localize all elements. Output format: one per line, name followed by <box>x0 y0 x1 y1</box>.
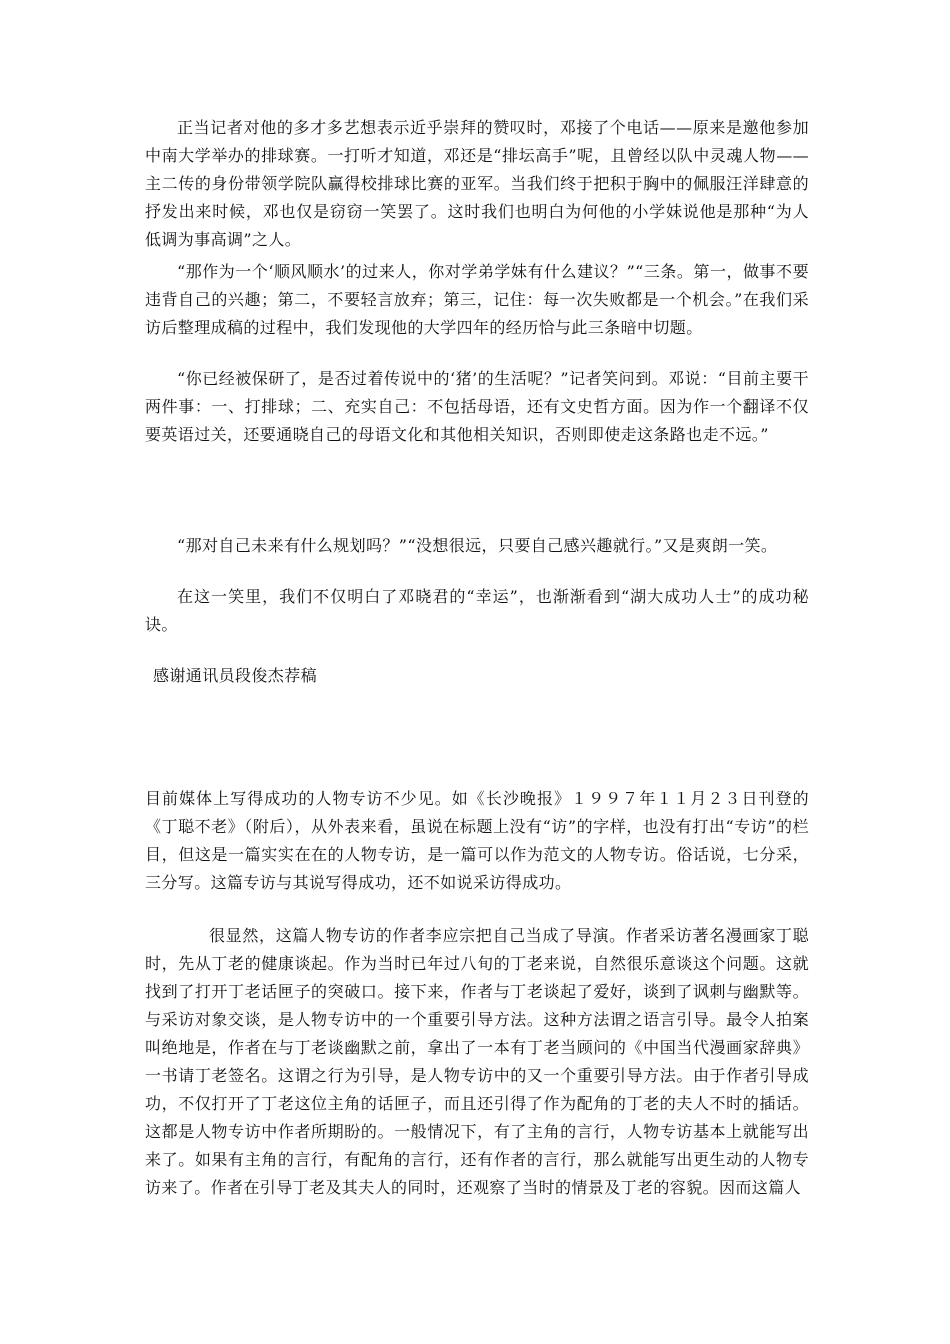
paragraph-advice: “那作为一个‘顺风顺水’的过来人，你对学弟学妹有什么建议？”“三条。第一，做事不要违背自己的兴趣；第二，不要轻言放弃；第三，记住：每一次失败都是一个机会。”在我们采访后整理成稿的过程中，我们发现他的大学四年的经历恰与此三条暗中切题。 <box>145 262 809 337</box>
paragraph-volleyball: 正当记者对他的多才多艺想表示近乎崇拜的赞叹时，邓接了个电话——原来是邀他参加中南大学举办的排球赛。一打听才知道，邓还是“排坛高手”呢，且曾经以队中灵魂人物——主二传的身份带领学院队赢得校排球比赛的亚军。当我们终于把积于胸中的佩服汪洋肆意的抒发出来时候，邓也仅是窃窃一笑罢了。这时我们也明白为何他的小学妹说他是那种“为人低调为事高调”之人。 <box>145 118 809 249</box>
paragraph-conclusion: 在这一笑里，我们不仅明白了邓晓君的“幸运”，也渐渐看到“湖大成功人士”的成功秘诀。 <box>145 587 809 634</box>
paragraph-graduate-life: “你已经被保研了，是否过着传说中的‘猪’的生活呢？”记者笑问到。邓说：“目前主要干两件事：一、打排球；二、充实自己：不包括母语，还有文史哲方面。因为作一个翻译不仅要英语过关，还要通晓自己的母语文化和其他相关知识，否则即使走这条路也走不远。” <box>145 369 809 444</box>
paragraph-future-plans: “那对自己未来有什么规划吗？”“没想很远，只要自己感兴趣就行。”又是爽朗一笑。 <box>177 536 778 555</box>
paragraph-interview-analysis: 很显然，这篇人物专访的作者李应宗把自己当成了导演。作者采访著名漫画家丁聪时，先从丁老的健康谈起。作为当时已年过八旬的丁老来说，自然很乐意谈这个问题。这就找到了打开丁老话匣子的突破口。接下来，作者与丁老谈起了爱好，谈到了讽刺与幽默等。与采访对象交谈，是人物专访中的一个重要引导方法。这种方法谓之语言引导。最令人拍案叫绝地是，作者在与丁老谈幽默之前，拿出了一本有丁老当顾问的《中国当代漫画家辞典》一书请丁老签名。这谓之行为引导，是人物专访中的又一个重要引导方法。由于作者引导成功，不仅打开了丁老这位主角的话匣子，而且还引得了作为配角的丁老的夫人不时的插话。这都是人物专访中作者所期盼的。一般情况下，有了主角的言行，人物专访基本上就能写出来了。如果有主角的言行，有配角的言行，还有作者的言行，那么就能写出更生动的人物专访来了。作者在引导丁老及其夫人的同时，还观察了当时的情景及丁老的容貌。因而这篇人 <box>145 926 809 1197</box>
paragraph-interview-intro: 目前媒体上写得成功的人物专访不少见。如《长沙晚报》１９９７年１１月２３日刊登的《丁聪不老》（附后），从外表来看，虽说在标题上没有“访”的字样，也没有打出“专访”的栏目，但这是一篇实实在在的人物专访，是一篇可以作为范文的人物专访。俗话说，七分采，三分写。这篇专访与其说写得成功，还不如说采访得成功。 <box>145 789 809 892</box>
credit-line: 感谢通讯员段俊杰荐稿 <box>153 666 318 685</box>
